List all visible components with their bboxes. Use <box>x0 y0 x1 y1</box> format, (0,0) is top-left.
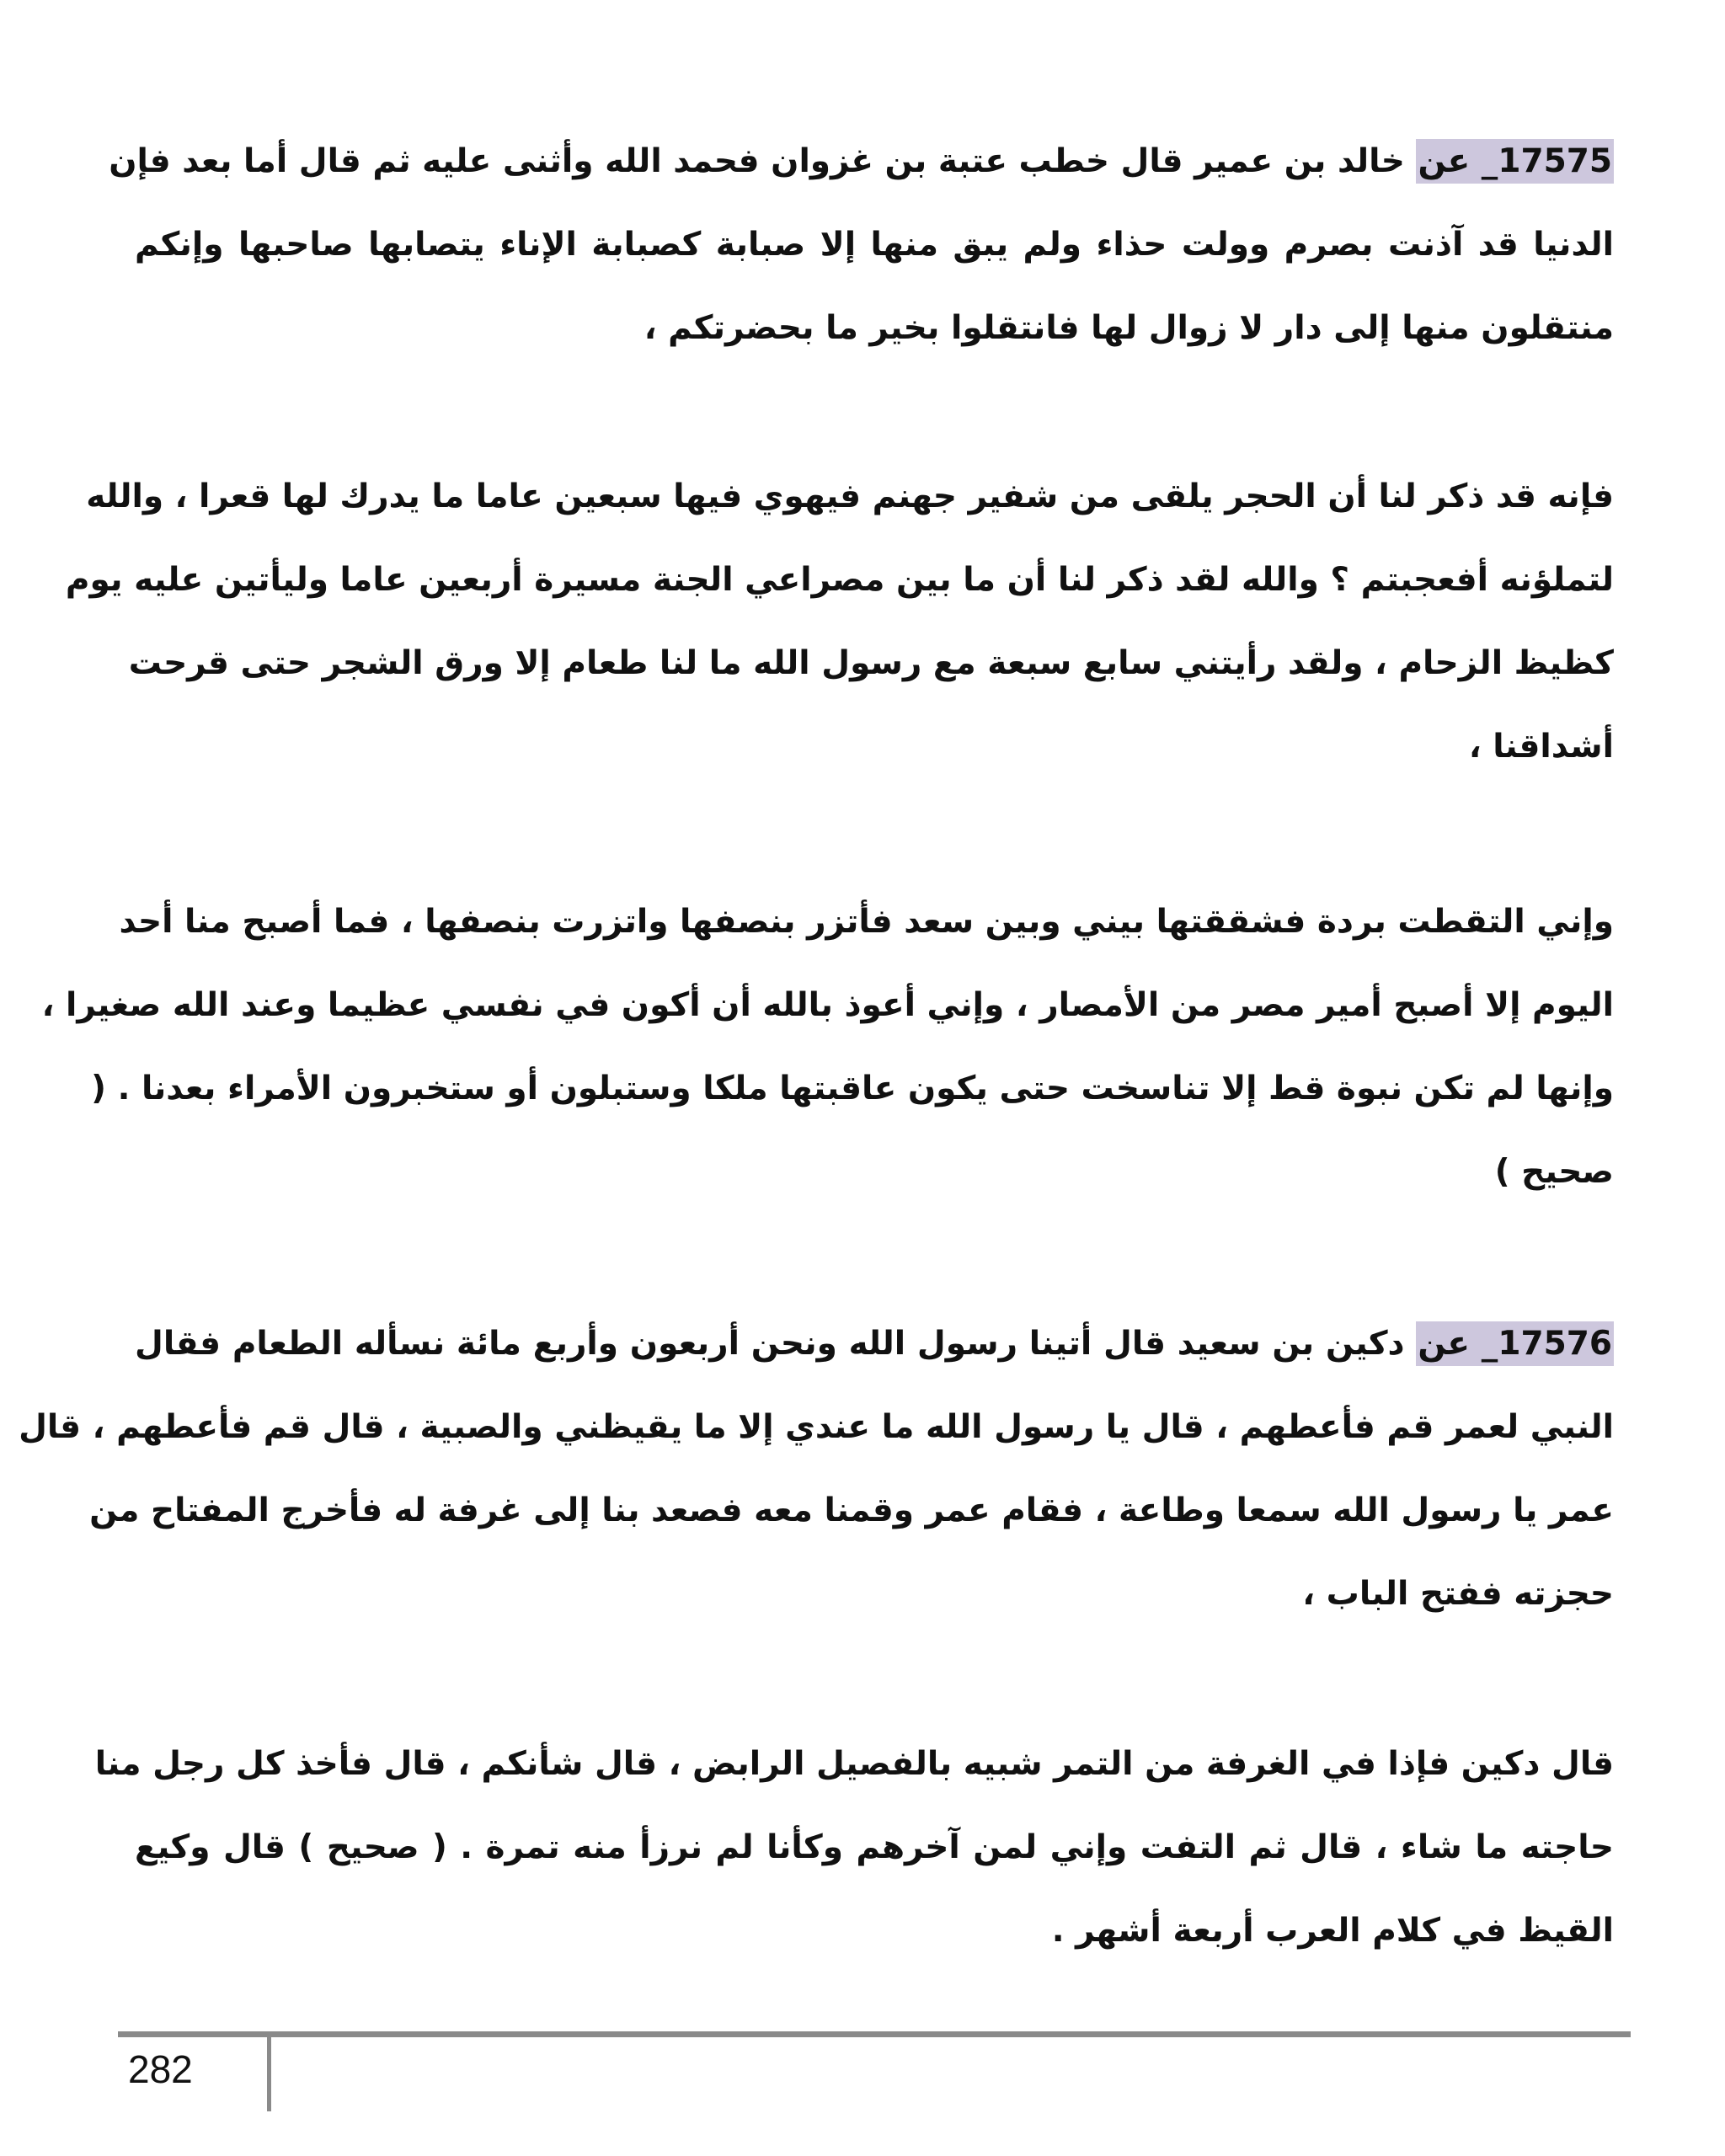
hadith-17576-paragraph-2 <box>94 1722 1614 1972</box>
text-line: حجزته ففتح الباب ، <box>1302 1575 1614 1613</box>
text-line: النبي لعمر قم فأعطهم ، قال يا رسول الله ما عندي إلا ما يقيظني والصبية ، قال قم فأعطهم ، قال <box>19 1408 1614 1446</box>
text-line: صحيح ) <box>1494 1153 1614 1191</box>
text-line: الدنيا قد آذنت بصرم وولت حذاء ولم يبق منها إلا صبابة كصبابة الإناء يتصابها صاحبها وإنكم <box>135 226 1614 264</box>
text-line <box>135 1302 1614 1385</box>
text-line: وإنها لم تكن نبوة قط إلا تناسخت حتى يكون عاقبتها ملكا وستبلون أو ستخبرون الأمراء بعدنا . ( <box>91 1070 1614 1107</box>
text-line: لتملؤنه أفعجبتم ؟ والله لقد ذكر لنا أن ما بين مصراعي الجنة مسيرة أربعين عاما وليأتين عليه يوم <box>65 561 1614 599</box>
text-line: اليوم إلا أصبح أمير مصر من الأمصار ، وإني أعوذ بالله أن أكون في نفسي عظيما وعند الله صغيرا ، <box>41 986 1614 1024</box>
text-line: القيظ في كلام العرب أربعة أشهر . <box>1051 1912 1614 1950</box>
text-line: منتقلون منها إلى دار لا زوال لها فانتقلوا بخير ما بحضرتكم ، <box>644 309 1614 347</box>
hadith-number-highlight: 17576_ عن <box>1416 1321 1614 1366</box>
text-line: أشداقنا ، <box>1468 728 1614 766</box>
hadith-17575-paragraph-2 <box>65 455 1614 788</box>
text-line <box>109 120 1614 203</box>
line-text: دكين بن سعيد قال أتينا رسول الله ونحن أربعون وأربع مائة نسأله الطعام فقال <box>135 1325 1417 1363</box>
text-line: قال دكين فإذا في الغرفة من التمر شبيه بالفصيل الرابض ، قال شأنكم ، قال فأخذ كل رجل منا <box>94 1745 1614 1783</box>
text-line: كظيظ الزحام ، ولقد رأيتني سابع سبعة مع رسول الله ما لنا طعام إلا ورق الشجر حتى قرحت <box>128 644 1614 682</box>
footer-rule <box>118 2031 1631 2037</box>
text-line: حاجته ما شاء ، قال ثم التفت وإني لمن آخرهم وكأنا لم نرزأ منه تمرة . ( صحيح ) قال وكيع <box>135 1828 1614 1866</box>
hadith-17575-paragraph-3 <box>41 880 1614 1214</box>
hadith-17575-paragraph-1 <box>109 120 1614 370</box>
footer-divider <box>267 2037 271 2111</box>
text-line: عمر يا رسول الله سمعا وطاعة ، فقام عمر وقمنا معه فصعد بنا إلى غرفة له فأخرج المفتاح من <box>89 1492 1614 1529</box>
text-line: وإني التقطت بردة فشققتها بيني وبين سعد فأتزر بنصفها واتزرت بنصفها ، فما أصبح منا أحد <box>119 903 1614 941</box>
hadith-number-highlight: 17575_ عن <box>1416 139 1614 184</box>
line-text: خالد بن عمير قال خطب عتبة بن غزوان فحمد الله وأثنى عليه ثم قال أما بعد فإن <box>109 142 1417 180</box>
text-line: فإنه قد ذكر لنا أن الحجر يلقى من شفير جهنم فيهوي فيها سبعين عاما ما يدرك لها قعرا ، والله <box>86 478 1614 515</box>
hadith-17576-paragraph-1 <box>19 1302 1614 1636</box>
page-number: 282 <box>128 2047 193 2091</box>
